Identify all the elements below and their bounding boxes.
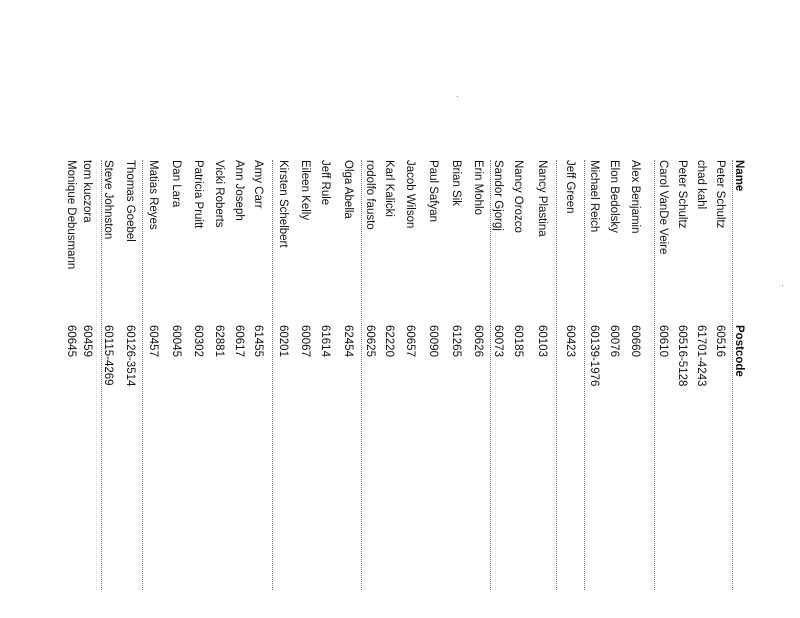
name-cell: Jeff Green xyxy=(564,160,576,214)
row-divider xyxy=(142,160,143,590)
scan-speck xyxy=(457,96,458,97)
row-divider xyxy=(732,160,733,590)
table-row xyxy=(142,160,164,600)
postcode-cell: 60610 xyxy=(657,325,669,357)
name-cell: Jeff Rule xyxy=(319,160,331,206)
name-cell: Karl Kalicki xyxy=(383,160,395,217)
name-cell: Elon Bedolsky xyxy=(608,160,620,233)
table-row xyxy=(60,160,82,600)
contact-table xyxy=(60,160,750,600)
postcode-cell: 61614 xyxy=(319,325,331,357)
table-row xyxy=(187,160,209,600)
name-cell: Steve Johnston xyxy=(102,160,114,240)
postcode-cell: 60076 xyxy=(608,325,620,357)
postcode-cell: 60626 xyxy=(472,325,484,357)
postcode-cell: 60459 xyxy=(81,325,93,357)
table-row xyxy=(422,160,444,600)
name-cell: Carol VanDe Veire xyxy=(657,160,669,255)
postcode-cell: 60115-4269 xyxy=(102,325,114,386)
name-cell: Vicki Roberts xyxy=(213,160,225,228)
row-divider xyxy=(654,160,655,590)
postcode-cell: 60073 xyxy=(492,325,504,357)
table-row xyxy=(119,160,141,600)
table-row xyxy=(247,160,269,600)
row-divider xyxy=(556,160,557,590)
name-cell: Amy Carr xyxy=(252,160,264,209)
postcode-cell: 61701-4243 xyxy=(695,325,707,387)
name-cell: Dan Lara xyxy=(170,160,182,208)
postcode-cell: 60617 xyxy=(233,325,245,357)
name-cell: Eileen Kelly xyxy=(299,160,311,221)
name-cell: Nancy Orozco xyxy=(512,160,524,233)
table-row xyxy=(709,160,731,600)
name-cell: Sandor Gjorgj xyxy=(492,160,504,231)
name-cell: Thomas Goebel xyxy=(124,160,136,242)
name-cell: Paul Safyan xyxy=(427,160,439,223)
table-row xyxy=(337,160,359,600)
postcode-cell: 60126-3514 xyxy=(124,325,136,387)
name-column-header: Name xyxy=(733,160,745,192)
table-row xyxy=(445,160,467,600)
row-divider xyxy=(584,160,585,590)
postcode-cell: 60657 xyxy=(404,325,416,357)
postcode-cell: 60457 xyxy=(147,325,159,357)
table-row xyxy=(671,160,693,600)
scan-speck xyxy=(782,285,783,286)
postcode-cell: 61455 xyxy=(252,325,264,357)
table-row xyxy=(378,160,400,600)
postcode-column-header: Postcode xyxy=(733,325,745,377)
table-row xyxy=(652,160,674,600)
table-row xyxy=(314,160,336,600)
postcode-cell: 61265 xyxy=(450,325,462,357)
table-row xyxy=(603,160,625,600)
name-cell: tom kuczora xyxy=(81,160,93,223)
postcode-cell: 60302 xyxy=(192,325,204,357)
name-cell: Kirsten Schelbert xyxy=(277,160,289,248)
row-divider xyxy=(272,160,273,590)
name-cell: Alex Benjamin xyxy=(629,160,641,234)
table-row xyxy=(690,160,712,600)
table-row xyxy=(531,160,553,600)
table-row xyxy=(228,160,250,600)
postcode-cell: 62881 xyxy=(213,325,225,357)
name-cell: rodolfo fausto xyxy=(364,160,376,230)
postcode-cell: 60660 xyxy=(629,325,641,357)
table-row xyxy=(507,160,529,600)
row-divider xyxy=(490,160,491,590)
postcode-cell: 60139-1976 xyxy=(588,325,600,387)
table-row xyxy=(294,160,316,600)
name-cell: Olga Abella xyxy=(342,160,354,219)
name-cell: Peter Schultz xyxy=(676,160,688,229)
table-row xyxy=(208,160,230,600)
postcode-cell: 60103 xyxy=(536,325,548,357)
postcode-cell: 62454 xyxy=(342,325,354,357)
row-divider xyxy=(361,160,362,590)
postcode-cell: 60067 xyxy=(299,325,311,357)
postcode-cell: 60516-5128 xyxy=(676,325,688,387)
name-cell: Monique Debusmann xyxy=(65,160,77,270)
name-cell: chad kahl xyxy=(695,160,707,210)
postcode-cell: 60516 xyxy=(714,325,726,357)
table-row xyxy=(272,160,294,600)
row-divider xyxy=(101,160,102,590)
table-row xyxy=(359,160,381,600)
postcode-cell: 60645 xyxy=(65,325,77,357)
postcode-cell: 60185 xyxy=(512,325,524,357)
name-cell: Erin Mohlo xyxy=(472,160,484,215)
name-cell: Brian Sik xyxy=(450,160,462,207)
postcode-cell: 62220 xyxy=(383,325,395,357)
postcode-cell: 60090 xyxy=(427,325,439,357)
table-row xyxy=(559,160,581,600)
name-cell: Matias Reyes xyxy=(147,160,159,230)
table-row xyxy=(467,160,489,600)
postcode-cell: 60423 xyxy=(564,325,576,357)
name-cell: Patricia Pruitt xyxy=(192,160,204,229)
name-cell: Ann Joseph xyxy=(233,160,245,221)
postcode-cell: 60201 xyxy=(277,325,289,357)
table-row xyxy=(624,160,646,600)
name-cell: Peter Schultz xyxy=(714,160,726,229)
name-cell: Michael Reich xyxy=(588,160,600,233)
postcode-cell: 60625 xyxy=(364,325,376,357)
table-row xyxy=(583,160,605,600)
name-cell: Nancy Plastina xyxy=(536,160,548,237)
table-row xyxy=(165,160,187,600)
table-row xyxy=(399,160,421,600)
postcode-cell: 60045 xyxy=(170,325,182,357)
name-cell: Jacob Wilson xyxy=(404,160,416,229)
